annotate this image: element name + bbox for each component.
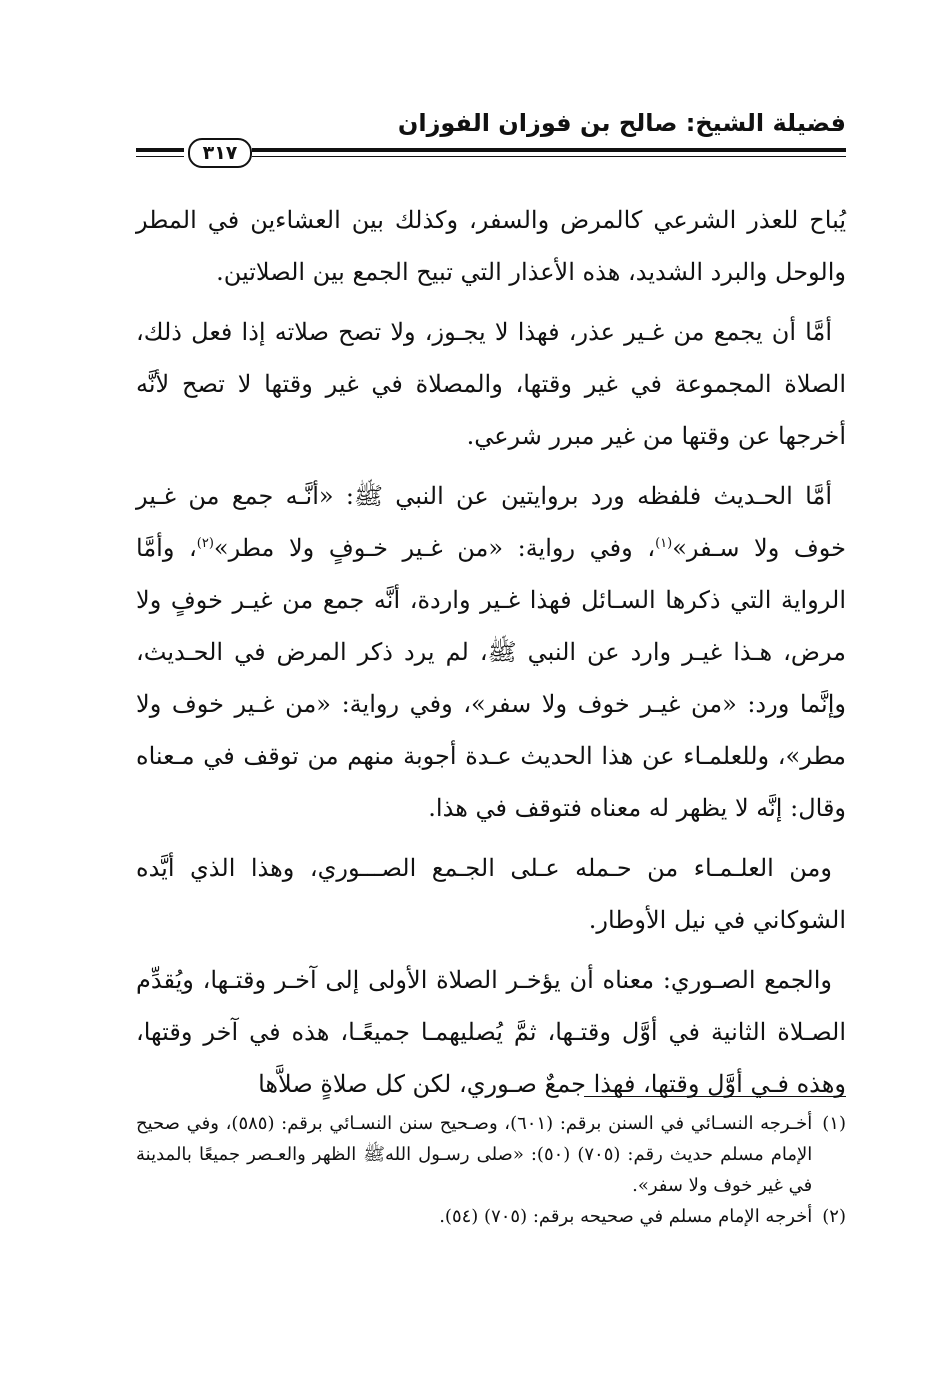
footnotes: [136, 1108, 846, 1232]
page-header-title: فضيلة الشيخ: صالح بن فوزان الفوزان: [397, 109, 846, 137]
footnote-number: (٢): [822, 1206, 846, 1227]
footnote-text: أخـرجه النسـائي في السنن برقم: (٦٠١)، وصـحيح سنن النسـائي برقم: (٥٨٥)، وفي صحيح الإمام مسلم حديث رقم: (٧٠٥) (٥٠): «صلى رسـول اللهﷺ الظهر والعـصر جميعًا بالمدينة في غير خوف ولا سفر».: [136, 1113, 813, 1196]
paragraph-text: ، وأمَّا الرواية التي ذكرها السـائل فهذا غـير واردة، أنَّه جمع من غيـر خوفٍ ولا مرض، هـذا غيـر وارد عن النبي ﷺ، لم يرد ذكر المرض في الحـديث، وإنَّما ورد: «من غيـر خوف ولا سفر»، وفي رواية: «من غـير خوف ولا مطر»، وللعلمـاء عن هذا الحديث عـدة أجوبة منهم من توقف في مـعناه وقال: إنَّه لا يظهر له معناه فتوقف في هذا.: [136, 534, 846, 822]
footnote-ref: (١): [655, 536, 673, 551]
footnote-ref: (٢): [196, 536, 214, 551]
paragraph: ومن العلـمـاء من حـمله عـلى الجـمع الصـــوري، وهذا الذي أيَّده الشوكاني في نيل الأوطار.: [136, 854, 846, 934]
footnote-text: أخرجه الإمام مسلم في صحيحه برقم: (٧٠٥) (٥٤).: [439, 1206, 813, 1227]
page-header: [136, 96, 846, 172]
paragraph-text: ، وفي رواية: «من غـير خـوفٍ ولا مطر»: [213, 534, 656, 562]
book-page: [136, 96, 846, 1227]
header-rule: [252, 148, 846, 152]
footnote-separator: [584, 1096, 846, 1097]
footnote-item: [136, 1108, 846, 1201]
paragraph-text: أمَّا الحـديث فلفظه ورد بروايتين عن النبي ﷺ: «أنَّـه جمع من غـير خوف ولا سـفر»: [136, 482, 846, 562]
header-rule-short: [136, 148, 184, 152]
paragraph: والجمع الصـوري: معناه أن يؤخـر الصلاة الأولى إلى آخـر وقتـها، ويُقدِّم الصـلاة الثانية في أوَّل وقتـها، ثمَّ يُصليهمـا جميعًـا، هذه في آخر وقتها، وهذه فـي أوَّل وقتها، فهذا جمعٌ صـوري، لكن كل صلاةٍ صلاَّها: [136, 966, 846, 1098]
page-number: ٣١٧: [188, 138, 252, 168]
main-text: [136, 194, 846, 1110]
footnote-number: (١): [822, 1113, 846, 1134]
paragraph: يُباح للعذر الشرعي كالمرض والسفر، وكذلك بين العشاءين في المطر والوحل والبرد الشديد، هذه الأعذار التي تبيح الجمع بين الصلاتين.: [136, 206, 846, 286]
paragraph-hadith: [136, 470, 846, 834]
footnote-item: [136, 1201, 846, 1232]
paragraph: أمَّا أن يجمع من غـير عذر، فهذا لا يجـوز، ولا تصح صلاته إذا فعل ذلك، الصلاة المجموعة في غير وقتها، والمصلاة في غير وقتها لا تصح لأنَّه أخرجها عن وقتها من غير مبرر شرعي.: [136, 318, 846, 450]
